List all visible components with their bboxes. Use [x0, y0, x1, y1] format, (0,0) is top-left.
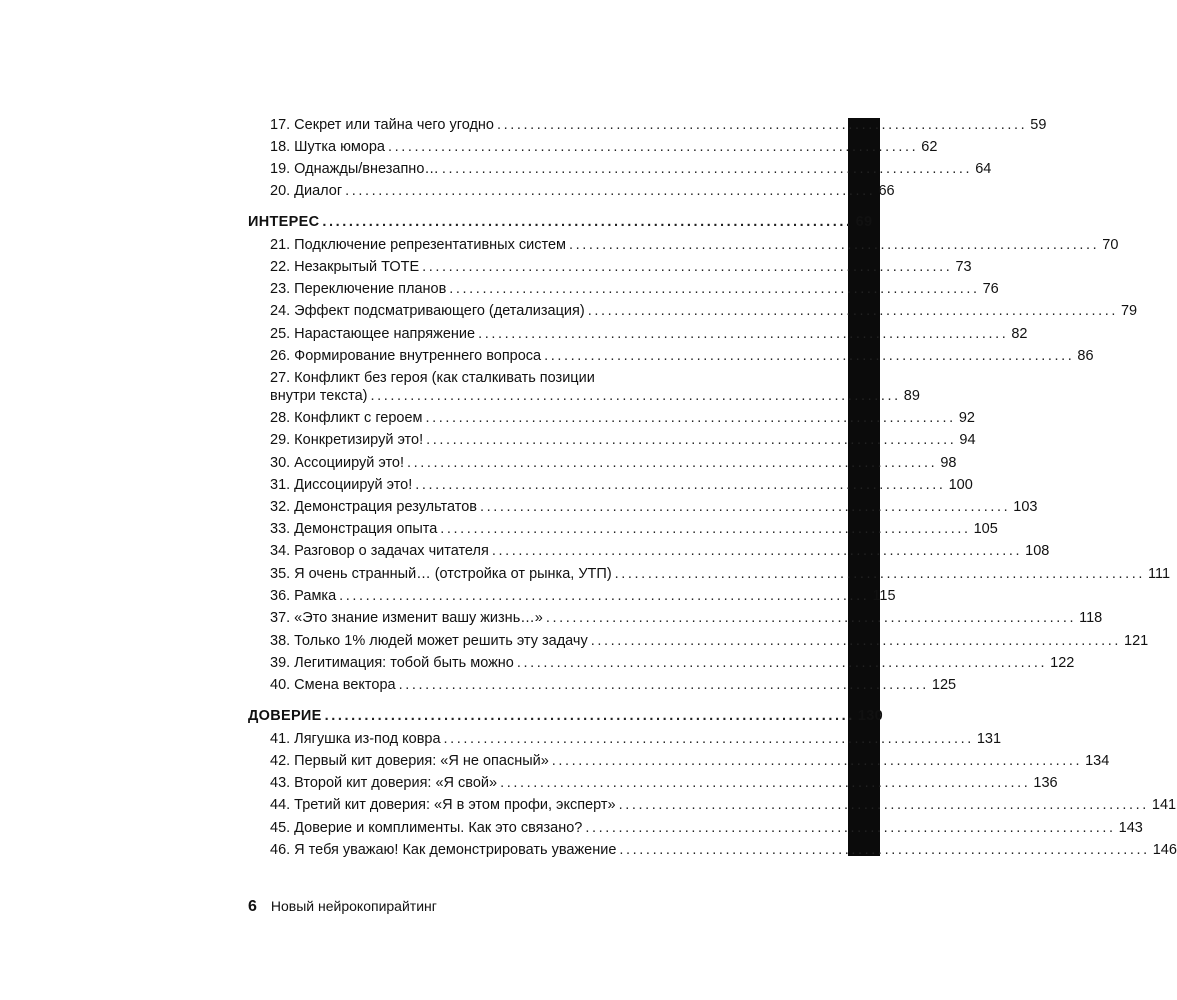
toc-entry-title: 26. Формирование внутреннего вопроса	[270, 348, 542, 364]
toc-entry-page: 115	[872, 588, 896, 604]
toc-entry-page: 79	[1120, 303, 1138, 319]
dot-leader: ................................................................................	[480, 499, 1011, 515]
toc-entry[interactable]	[270, 610, 1103, 627]
dot-leader: ................................................................................	[426, 432, 957, 448]
dot-leader: ................................................................................	[339, 588, 870, 604]
toc-entry[interactable]	[270, 633, 1149, 650]
toc-entry-page: 131	[976, 731, 1002, 747]
toc-entry[interactable]	[270, 259, 972, 276]
toc-entry-title: 46. Я тебя уважаю! Как демонстрировать уважение	[270, 842, 617, 858]
dot-leader: ................................................................................	[440, 521, 971, 537]
toc-entry-title: 28. Конфликт с героем	[270, 410, 423, 426]
toc-entry-title: 41. Лягушка из-под ковра	[270, 731, 441, 747]
page-footer	[248, 898, 437, 916]
toc-entry-page: 103	[1013, 499, 1038, 515]
toc-entry-page: 86	[1077, 348, 1094, 364]
dot-leader: ................................................................................	[478, 326, 1009, 342]
toc-entry-page: 122	[1050, 655, 1075, 671]
dot-leader: ................................................................................	[569, 237, 1100, 253]
toc-entry[interactable]	[270, 499, 1038, 516]
toc-entry[interactable]	[270, 477, 973, 494]
toc-entry[interactable]	[270, 348, 1094, 365]
dot-leader: ................................................................................	[585, 820, 1116, 836]
toc-entry[interactable]	[270, 410, 975, 427]
toc-entry[interactable]	[270, 820, 1143, 837]
toc-entry-title: 40. Смена вектора	[270, 677, 396, 693]
dot-leader: ................................................................................	[398, 677, 929, 693]
dot-leader: ................................................................................	[370, 388, 901, 404]
toc-entry-title: 25. Нарастающее напряжение	[270, 326, 476, 342]
toc-entry-title: 36. Рамка	[270, 588, 337, 604]
toc-entry-page: 121	[1124, 633, 1149, 649]
toc-entry[interactable]	[270, 797, 1177, 814]
toc-entry-title: 32. Демонстрация результатов	[270, 499, 477, 515]
toc-entry-title: 18. Шутка юмора	[270, 139, 385, 155]
toc-entry[interactable]	[270, 139, 938, 156]
toc-entry-title: внутри текста)	[270, 388, 368, 404]
toc-entry[interactable]	[270, 237, 1119, 254]
toc-section-page: 130	[857, 708, 884, 724]
toc-entry-page: 92	[958, 410, 975, 426]
dot-leader: ................................................................................	[491, 543, 1023, 559]
toc-entry-page: 76	[982, 281, 999, 297]
toc-entry-title: 34. Разговор о задачах читателя	[270, 543, 489, 559]
toc-entry[interactable]	[270, 731, 1002, 748]
toc-entry-title: 39. Легитимация: тобой быть можно	[270, 655, 514, 671]
toc-entry[interactable]	[270, 775, 1058, 792]
dot-leader: ................................................................................	[422, 259, 953, 275]
toc-entry-title: 19. Однажды/внезапно…	[270, 161, 439, 177]
toc-entry-page: 64	[975, 161, 992, 177]
toc-entry-page: 73	[955, 259, 972, 275]
toc-entry-page: 136	[1033, 775, 1058, 791]
dot-leader: ................................................................................	[590, 633, 1122, 649]
toc-entry[interactable]	[270, 753, 1110, 770]
dot-leader: ................................................................................	[449, 281, 980, 297]
toc-entry[interactable]	[270, 161, 992, 178]
toc-entry-title: 17. Секрет или тайна чего угодно	[270, 117, 494, 133]
dot-leader: ................................................................................	[322, 214, 853, 230]
dot-leader: ................................................................................	[345, 183, 876, 199]
toc-entry-title: 35. Я очень странный… (отстройка от рынка, УТП)	[270, 566, 612, 582]
dot-leader: ................................................................................	[415, 477, 946, 493]
toc-entry-page: 141	[1151, 797, 1177, 813]
toc-entry[interactable]	[270, 677, 957, 694]
toc-entry[interactable]	[270, 455, 957, 472]
toc-entry-27-first-line[interactable]: 27. Конфликт без героя (как сталкивать позиции	[270, 370, 595, 386]
toc-entry-page: 118	[1079, 610, 1103, 626]
dot-leader: ................................................................................	[324, 708, 855, 724]
dot-leader: ................................................................................	[614, 566, 1145, 582]
dot-leader: ................................................................................	[545, 610, 1077, 626]
toc-entry-title: 38. Только 1% людей может решить эту задачу	[270, 633, 588, 649]
toc-entry[interactable]	[270, 117, 1047, 134]
toc-entry-title: 21. Подключение репрезентативных систем	[270, 237, 566, 253]
toc-entry-title: 37. «Это знание изменит вашу жизнь…»	[270, 610, 543, 626]
toc-entry-title: 23. Переключение планов	[270, 281, 447, 297]
dot-leader: ................................................................................	[619, 842, 1150, 858]
toc-entry-page: 62	[921, 139, 938, 155]
toc-section-trust[interactable]	[248, 708, 884, 725]
toc-entry[interactable]	[270, 588, 896, 605]
toc-entry[interactable]	[270, 281, 999, 298]
toc-entry-page: 98	[940, 455, 957, 471]
toc-entry-page: 111	[1147, 566, 1171, 582]
toc-entry[interactable]	[270, 566, 1171, 583]
toc-section-interest[interactable]	[248, 214, 873, 231]
toc-entry-page: 100	[948, 477, 973, 493]
dot-leader: ................................................................................	[551, 753, 1083, 769]
toc-entry[interactable]	[270, 183, 895, 200]
toc-entry[interactable]	[270, 432, 976, 449]
toc-entry[interactable]	[270, 543, 1050, 560]
toc-entry-page: 134	[1085, 753, 1110, 769]
toc-entry-title: 45. Доверие и комплименты. Как это связано?	[270, 820, 583, 836]
dot-leader: ................................................................................	[441, 161, 973, 177]
toc-entry-27[interactable]	[270, 388, 920, 405]
dot-leader: ................................................................................	[425, 410, 956, 426]
toc-entry[interactable]	[270, 303, 1138, 320]
toc-entry-page: 66	[878, 183, 895, 199]
toc-entry[interactable]	[270, 655, 1075, 672]
dot-leader: ................................................................................	[544, 348, 1075, 364]
toc-section-page: 69	[855, 214, 873, 230]
dot-leader: ................................................................................	[516, 655, 1048, 671]
dot-leader: ................................................................................	[443, 731, 974, 747]
toc-entry-title: 42. Первый кит доверия: «Я не опасный»	[270, 753, 549, 769]
dot-leader: ................................................................................	[618, 797, 1149, 813]
toc-entry-title: 30. Ассоциируй это!	[270, 455, 405, 471]
toc-entry-title: 24. Эффект подсматривающего (детализация)	[270, 303, 585, 319]
dot-leader: ................................................................................	[407, 455, 938, 471]
toc-entry-title: 22. Незакрытый ТОТЕ	[270, 259, 420, 275]
dot-leader: ................................................................................	[500, 775, 1031, 791]
toc-entry-page: 70	[1102, 237, 1119, 253]
toc-entry-title: 31. Диссоциируй это!	[270, 477, 413, 493]
dot-leader: ................................................................................	[587, 303, 1118, 319]
page-number: 6	[248, 898, 257, 915]
toc-entry-title: 44. Третий кит доверия: «Я в этом профи, эксперт»	[270, 797, 616, 813]
toc-entry[interactable]	[270, 521, 998, 538]
toc-entry-title: 33. Демонстрация опыта	[270, 521, 438, 537]
toc-entry-page: 108	[1025, 543, 1050, 559]
toc-entry-title: 43. Второй кит доверия: «Я свой»	[270, 775, 498, 791]
toc-entry-page: 105	[973, 521, 998, 537]
dot-leader: ................................................................................	[388, 139, 919, 155]
toc-entry-title: 20. Диалог	[270, 183, 343, 199]
book-title: Новый нейрокопирайтинг	[270, 898, 437, 914]
toc-entry-page: 59	[1030, 117, 1047, 133]
toc-entry-page: 94	[959, 432, 976, 448]
dot-leader: ................................................................................	[497, 117, 1028, 133]
toc-entry[interactable]	[270, 326, 1028, 343]
toc-entry-page: 82	[1011, 326, 1028, 342]
toc-entry-page: 125	[931, 677, 957, 693]
toc-entry-page: 89	[903, 388, 920, 404]
toc-entry-page: 143	[1118, 820, 1143, 836]
toc-entry[interactable]	[270, 842, 1177, 859]
toc-entry-page: 146	[1152, 842, 1177, 858]
toc-section-title: ИНТЕРЕС	[248, 214, 320, 230]
toc-entry-title: 29. Конкретизируй это!	[270, 432, 424, 448]
toc-section-title: ДОВЕРИЕ	[248, 708, 322, 724]
